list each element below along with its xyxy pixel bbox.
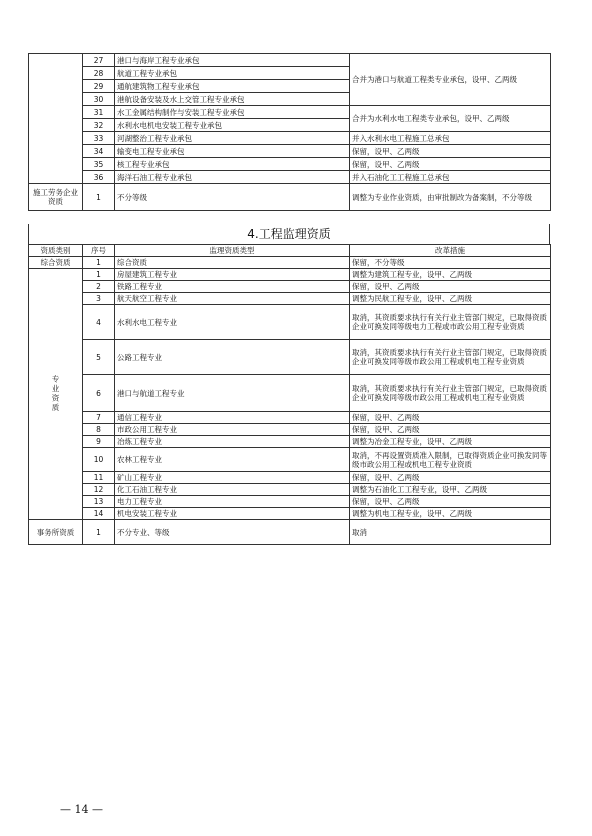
reform-measure: 保留，设甲、乙两级 [350,412,551,424]
category-label: 综合资质 [29,257,83,269]
table-row [29,496,551,508]
qualification-name: 矿山工程专业 [115,472,350,484]
qualification-name: 铁路工程专业 [115,281,350,293]
table-header-row [29,245,551,257]
row-number: 2 [83,281,115,293]
table-row [29,412,551,424]
reform-measure: 合并为港口与航道工程类专业承包，设甲、乙两级 [350,54,551,106]
row-number: 1 [83,269,115,281]
table-row [29,305,551,340]
reform-measure: 取消，其资质要求执行有关行业主管部门规定，已取得资质企业可换发同等级电力工程或市政公用工程专业资质 [350,305,551,340]
row-number: 9 [83,436,115,448]
reform-measure: 调整为机电工程专业，设甲、乙两级 [350,508,551,520]
qualification-name: 不分等级 [115,184,350,211]
qualification-name: 通航建筑物工程专业承包 [115,80,350,93]
specialty-label: 专业资质 [51,375,60,413]
row-number: 13 [83,496,115,508]
reform-measure: 保留，设甲、乙两级 [350,496,551,508]
table-row-labor [29,184,551,211]
qualification-name: 综合资质 [115,257,350,269]
reform-measure: 保留，设甲、乙两级 [350,145,551,158]
category-cell-empty [29,54,83,184]
qualification-name: 水利水电机电安装工程专业承包 [115,119,350,132]
qualification-name: 港口与航道工程专业 [115,375,350,412]
contracting-qualification-table [28,53,551,211]
qualification-name: 海洋石油工程专业承包 [115,171,350,184]
row-number: 30 [83,93,115,106]
row-number: 11 [83,472,115,484]
reform-measure: 取消，其资质要求执行有关行业主管部门规定，已取得资质企业可换发同等级市政公用工程或机电工程专业资质 [350,375,551,412]
qualification-name: 输变电工程专业承包 [115,145,350,158]
category-label: 施工劳务企业资质 [29,184,83,211]
qualification-name: 河湖整治工程专业承包 [115,132,350,145]
row-number: 8 [83,424,115,436]
page-number: — 14 — [60,803,103,816]
row-number: 36 [83,171,115,184]
table-row [29,508,551,520]
qualification-name: 房屋建筑工程专业 [115,269,350,281]
table-row [29,424,551,436]
row-number: 33 [83,132,115,145]
qualification-name: 机电安装工程专业 [115,508,350,520]
row-number: 1 [83,520,115,545]
reform-measure: 并入石油化工工程施工总承包 [350,171,551,184]
reform-measure: 保留，设甲、乙两级 [350,281,551,293]
row-number: 27 [83,54,115,67]
table-row [29,281,551,293]
category-label: 事务所资质 [29,520,83,545]
row-number: 1 [83,184,115,211]
row-number: 12 [83,484,115,496]
table-row [29,106,551,119]
header-type: 监理资质类型 [115,245,350,257]
table-row [29,145,551,158]
reform-measure: 取消，其资质要求执行有关行业主管部门规定，已取得资质企业可换发同等级市政公用工程或机电工程专业资质 [350,340,551,375]
qualification-name: 水工金属结构制作与安装工程专业承包 [115,106,350,119]
qualification-name: 电力工程专业 [115,496,350,508]
header-category: 资质类别 [29,245,83,257]
qualification-name: 农林工程专业 [115,448,350,472]
reform-measure: 并入水利水电工程施工总承包 [350,132,551,145]
table-row [29,484,551,496]
reform-measure: 调整为民航工程专业，设甲、乙两级 [350,293,551,305]
table-row [29,269,551,281]
reform-measure: 调整为建筑工程专业，设甲、乙两级 [350,269,551,281]
table-row [29,257,551,269]
reform-measure: 取消，不再设置资质准入限制，已取得资质企业可换发同等级市政公用工程或机电工程专业资质 [350,448,551,472]
row-number: 28 [83,67,115,80]
row-number: 5 [83,340,115,375]
qualification-name: 冶炼工程专业 [115,436,350,448]
qualification-name: 航天航空工程专业 [115,293,350,305]
row-number: 31 [83,106,115,119]
header-number: 序号 [83,245,115,257]
qualification-name: 不分专业、等级 [115,520,350,545]
category-label-specialty [29,269,83,520]
table-row [29,293,551,305]
reform-measure: 调整为冶金工程专业，设甲、乙两级 [350,436,551,448]
header-measure: 改革措施 [350,245,551,257]
table-row [29,171,551,184]
qualification-name: 航道工程专业承包 [115,67,350,80]
row-number: 14 [83,508,115,520]
section-title: 4.工程监理资质 [28,224,550,244]
reform-measure: 调整为石油化工工程专业，设甲、乙两级 [350,484,551,496]
reform-measure: 保留，设甲、乙两级 [350,424,551,436]
reform-measure: 合并为水利水电工程类专业承包，设甲、乙两级 [350,106,551,132]
reform-measure: 取消 [350,520,551,545]
row-number: 32 [83,119,115,132]
row-number: 1 [83,257,115,269]
supervision-qualification-table [28,244,551,545]
qualification-name: 公路工程专业 [115,340,350,375]
row-number: 7 [83,412,115,424]
table-row [29,472,551,484]
row-number: 4 [83,305,115,340]
row-number: 34 [83,145,115,158]
table-row [29,448,551,472]
table-row [29,54,551,67]
table-row [29,158,551,171]
row-number: 3 [83,293,115,305]
row-number: 35 [83,158,115,171]
qualification-name: 通信工程专业 [115,412,350,424]
row-number: 10 [83,448,115,472]
table-row [29,340,551,375]
qualification-name: 水利水电工程专业 [115,305,350,340]
reform-measure: 保留，不分等级 [350,257,551,269]
qualification-name: 核工程专业承包 [115,158,350,171]
table-row-firm [29,520,551,545]
row-number: 6 [83,375,115,412]
reform-measure: 保留，设甲、乙两级 [350,158,551,171]
qualification-name: 化工石油工程专业 [115,484,350,496]
reform-measure: 调整为专业作业资质，由审批制改为备案制，不分等级 [350,184,551,211]
reform-measure: 保留，设甲、乙两级 [350,472,551,484]
qualification-name: 港航设备安装及水上交管工程专业承包 [115,93,350,106]
table-row [29,436,551,448]
qualification-name: 港口与海岸工程专业承包 [115,54,350,67]
table-row [29,132,551,145]
qualification-name: 市政公用工程专业 [115,424,350,436]
table-row [29,375,551,412]
row-number: 29 [83,80,115,93]
